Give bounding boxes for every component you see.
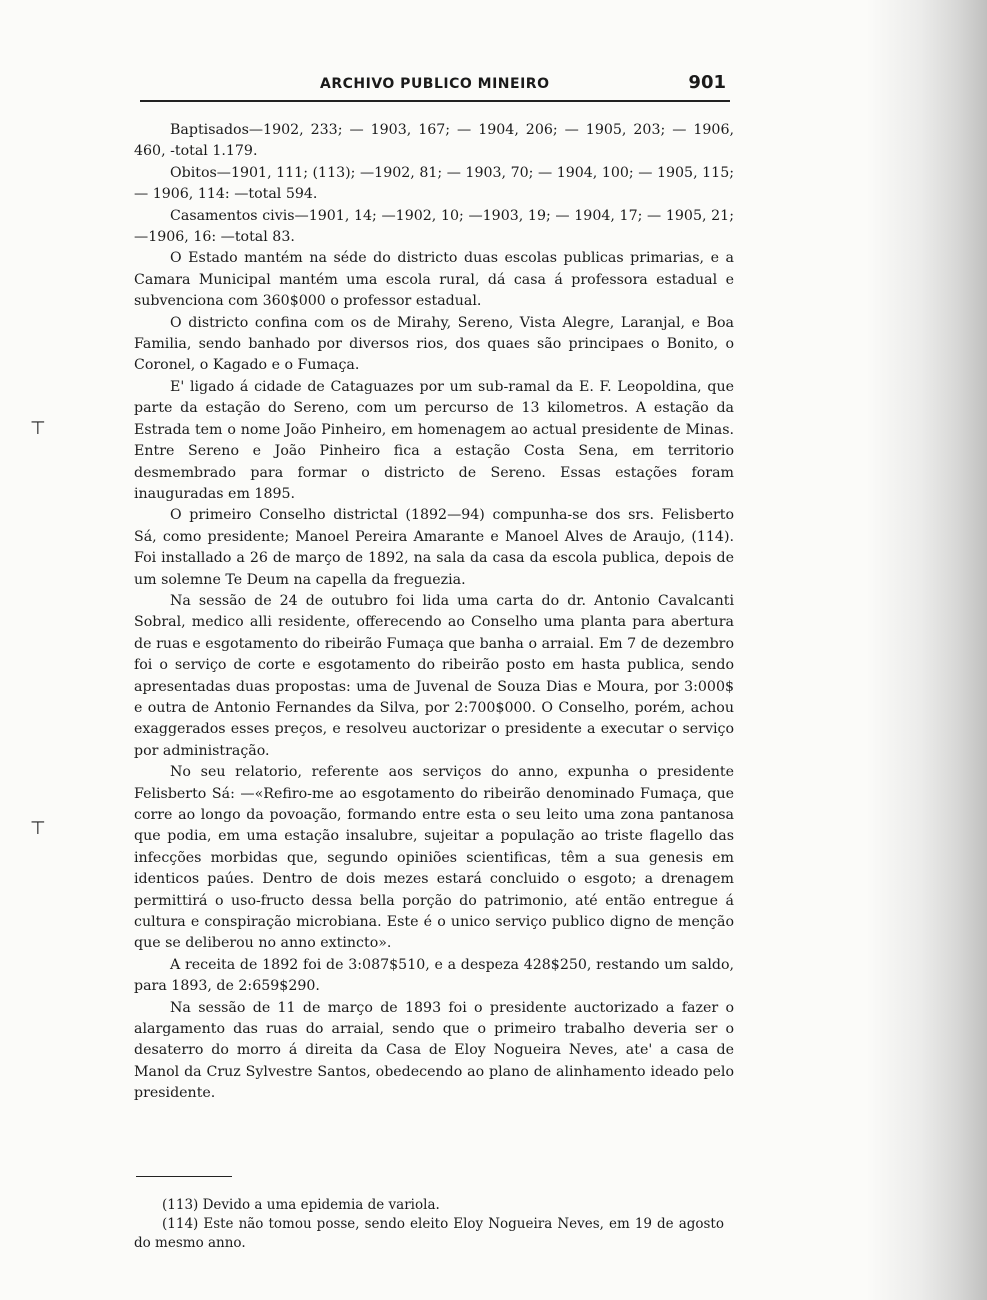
body-text [134,120,734,1105]
paragraph-conselho: O primeiro Conselho districtal (1892—94) compunha-se dos srs. Felisberto Sá, como presidente; Manoel Pereira Amarante e Manoel Alves de Araujo, (114). Foi installado a 26 de março de 1892, na sala da casa da escola publica, depois de um solemne Te Deum na capella da freguezia. [134,507,734,588]
page-number: 901 [688,72,726,93]
paragraph-sessao-marco: Na sessão de 11 de março de 1893 foi o presidente auctorizado a fazer o alargamento das ruas do arraial, sendo que o primeiro trabalho deveria ser o desaterro do morro á direita da Casa de Eloy Nogueira Neves, ate' a casa de Manol da Cruz Sylvestre Santos, obedecendo ao plano de alinhamento ideado pelo presidente. [134,999,734,1102]
paragraph-baptisados: Baptisados—1902, 233; — 1903, 167; — 1904, 206; — 1905, 203; — 1906, 460, -total 1.179. [134,122,734,160]
footnotes [134,1196,724,1253]
margin-mark: ⊤ [30,818,46,839]
paragraph-limites: O districto confina com os de Mirahy, Sereno, Vista Alegre, Laranjal, e Boa Familia, sendo banhado por diversos rios, dos quaes são principaes o Bonito, o Coronel, o Kagado e o Fumaça. [134,314,734,374]
page-header [140,72,730,102]
paragraph-relatorio: No seu relatorio, referente aos serviços do anno, expunha o presidente Felisberto Sá: —«Refiro-me ao esgotamento do ribeirão denominado Fumaça, que corre ao longo da povoação, formando entre esta o seu leito uma zona pantanosa que podia, em uma estação insalubre, sujeitar a população ao triste flagello das infecções morbidas que, segundo opiniões scientificas, têm a sua genesis em identicos paúes. Dentro de dois mezes estará concluido o esgoto; a drenagem permittirá o uso-fructo dessa bella porção do patrimonio, até então entregue á cultura e conspiração microbiana. Este é o unico serviço publico digno de menção que se deliberou no anno extincto». [134,764,734,952]
margin-mark: ⊤ [30,418,46,439]
scanned-page-edge [867,0,987,1300]
footnote-divider [136,1176,232,1177]
paragraph-sessao-outubro: Na sessão de 24 de outubro foi lida uma carta do dr. Antonio Cavalcanti Sobral, medico alli residente, offerecendo ao Conselho uma planta para abertura de ruas e esgotamento do ribeirão Fumaça que banha o arraial. Em 7 de dezembro foi o serviço de corte e esgotamento do ribeirão posto em hasta publica, sendo apresentadas duas propostas: uma de Juvenal de Souza Dias e Moura, por 3:000$ e outra de Antonio Fernandes da Silva, por 2:700$000. O Conselho, porém, achou exaggerados esses preços, e resolveu auctorizar o presidente a executar o serviço por administração. [134,592,734,759]
paragraph-ferrovia: E' ligado á cidade de Cataguazes por um sub-ramal da E. F. Leopoldina, que parte da estação do Sereno, com um percurso de 13 kilometros. A estação da Estrada tem o nome João Pinheiro, em homenagem ao actual presidente de Minas. Entre Sereno e João Pinheiro fica a estação Costa Sena, em territorio desmembrado para formar o districto de Sereno. Essas estações foram inauguradas em 1895. [134,378,734,502]
paragraph-casamentos: Casamentos civis—1901, 14; —1902, 10; —1903, 19; — 1904, 17; — 1905, 21; —1906, 16: —total 83. [134,207,734,246]
paragraph-obitos: Obitos—1901, 111; (113); —1902, 81; — 1903, 70; — 1904, 100; — 1905, 115; — 1906, 114: —total 594. [134,164,734,203]
paragraph-receita: A receita de 1892 foi de 3:087$510, e a despeza 428$250, restando um saldo, para 1893, de 2:659$290. [134,956,734,995]
footnote-113: (113) Devido a uma epidemia de variola. [162,1197,440,1213]
footnote-114: (114) Este não tomou posse, sendo eleito Eloy Nogueira Neves, em 19 de agosto do mesmo anno. [134,1216,724,1251]
paragraph-escolas: O Estado mantém na séde do districto duas escolas publicas primarias, e a Camara Municipal mantém uma escola rural, dá casa á professora estadual e subvenciona com 360$000 o professor estadual. [134,250,734,310]
running-head: ARCHIVO PUBLICO MINEIRO [320,76,550,92]
